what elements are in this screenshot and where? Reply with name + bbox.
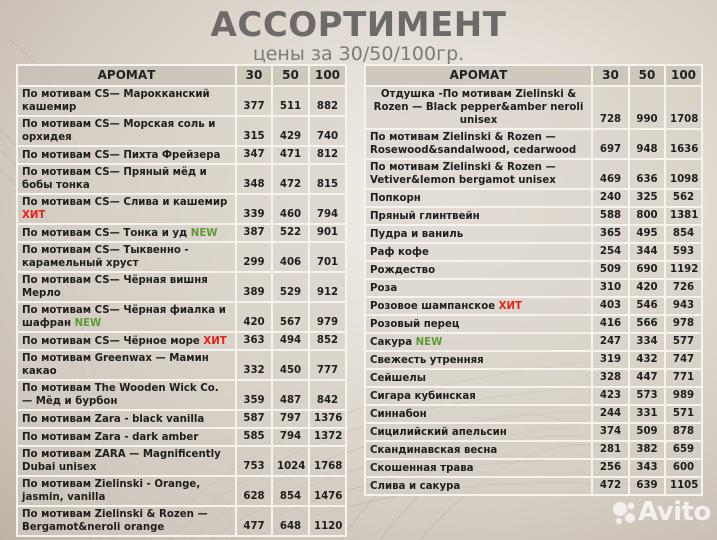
column-header-30: 30	[236, 65, 272, 86]
aroma-name-cell	[365, 129, 592, 159]
aroma-name-cell	[17, 410, 236, 428]
aroma-name: Розовый перец	[370, 318, 460, 330]
price-50-cell: 567	[272, 302, 309, 332]
aroma-name: Сейшелы	[370, 372, 426, 384]
aroma-name-cell	[17, 428, 236, 446]
price-30-cell: 299	[236, 242, 272, 272]
price-30-cell: 319	[592, 351, 629, 369]
table-row	[365, 297, 702, 315]
table-row	[365, 86, 702, 129]
price-100-cell: 794	[309, 194, 346, 224]
aroma-name-cell	[17, 350, 236, 380]
aroma-name: По мотивам Zara - dark amber	[22, 431, 199, 443]
price-100-cell: 1376	[309, 410, 346, 428]
new-badge: NEW	[74, 318, 102, 329]
aroma-name-cell	[365, 261, 592, 279]
aroma-name: Розовое шампанское	[370, 300, 499, 312]
table-row	[365, 441, 702, 459]
table-row	[17, 164, 346, 194]
aroma-name: По мотивам Zielinski & Rozen — Rosewood&sandalwood, cedarwood	[370, 132, 577, 156]
price-50-cell: 343	[629, 459, 665, 477]
new-badge: NEW	[190, 227, 218, 239]
hit-badge: ХИТ	[22, 210, 46, 221]
price-100-cell: 979	[309, 302, 346, 332]
price-50-cell: 566	[629, 315, 665, 333]
aroma-name: Скошенная трава	[370, 462, 474, 474]
price-30-cell: 728	[592, 86, 629, 129]
price-50-cell: 648	[272, 506, 309, 536]
price-100-cell: 1708	[665, 86, 702, 129]
price-50-cell: 522	[272, 224, 309, 242]
column-header-50: 50	[629, 65, 665, 86]
price-100-cell: 659	[665, 441, 702, 459]
aroma-name-cell	[17, 332, 236, 350]
price-100-cell: 943	[665, 297, 702, 315]
aroma-name-cell	[17, 194, 236, 224]
price-100-cell: 815	[309, 164, 346, 194]
table-row	[365, 129, 702, 159]
aroma-name-cell	[17, 506, 236, 536]
price-30-cell: 315	[236, 116, 272, 146]
new-badge: NEW	[415, 336, 443, 348]
aroma-name: По мотивам CS— Тыквенно - карамельный хруст	[22, 245, 189, 269]
price-30-cell: 588	[592, 207, 629, 225]
price-100-cell: 740	[309, 116, 346, 146]
price-100-cell: 854	[665, 225, 702, 243]
price-30-cell: 359	[236, 380, 272, 410]
price-table-right	[364, 64, 703, 496]
price-100-cell: 1372	[309, 428, 346, 446]
price-30-cell: 244	[592, 405, 629, 423]
aroma-name-cell	[17, 164, 236, 194]
price-30-cell: 403	[592, 297, 629, 315]
price-30-cell: 585	[236, 428, 272, 446]
price-50-cell: 331	[629, 405, 665, 423]
table-row	[365, 261, 702, 279]
price-30-cell: 348	[236, 164, 272, 194]
aroma-name-cell	[365, 423, 592, 441]
price-100-cell: 878	[665, 423, 702, 441]
aroma-name-cell	[365, 441, 592, 459]
price-30-cell: 697	[592, 129, 629, 159]
price-50-cell: 800	[629, 207, 665, 225]
table-row	[17, 272, 346, 302]
aroma-name-cell	[365, 243, 592, 261]
aroma-name-cell	[17, 476, 236, 506]
price-100-cell: 842	[309, 380, 346, 410]
aroma-name: По мотивам Greenwax — Мамин какао	[22, 353, 209, 377]
price-100-cell: 852	[309, 332, 346, 350]
price-30-cell: 472	[592, 477, 629, 495]
aroma-name: По мотивам CS— Чёрное море	[22, 335, 204, 347]
price-30-cell: 423	[592, 387, 629, 405]
price-50-cell: 948	[629, 129, 665, 159]
aroma-name: Свежесть утренняя	[370, 354, 484, 366]
aroma-name-cell	[17, 302, 236, 332]
aroma-name-cell	[17, 116, 236, 146]
price-30-cell: 254	[592, 243, 629, 261]
aroma-name: Отдушка -По мотивам Zielinski & Rozen — Black pepper&amber neroli unisex	[373, 89, 584, 126]
price-100-cell: 1768	[309, 446, 346, 476]
aroma-name: Синнабон	[370, 408, 427, 420]
price-table-left	[16, 64, 347, 537]
aroma-name: По мотивам Zara - black vanilla	[22, 413, 205, 425]
price-30-cell: 509	[592, 261, 629, 279]
aroma-name-cell	[365, 225, 592, 243]
avito-watermark: Avito	[638, 497, 711, 527]
aroma-name: По мотивам CS— Пряный мёд и бобы тонка	[22, 167, 207, 191]
price-30-cell: 339	[236, 194, 272, 224]
price-50-cell: 546	[629, 297, 665, 315]
aroma-name: По мотивам CS— Тонка и уд	[22, 227, 191, 239]
price-100-cell: 1105	[665, 477, 702, 495]
table-row	[17, 446, 346, 476]
table-header-row	[17, 65, 346, 86]
table-row	[365, 405, 702, 423]
price-100-cell: 882	[309, 86, 346, 116]
price-50-cell: 494	[272, 332, 309, 350]
aroma-name: По мотивам CS— Морская соль и орхидея	[22, 119, 216, 143]
price-30-cell: 416	[592, 315, 629, 333]
aroma-name: Пряный глинтвейн	[370, 210, 480, 222]
aroma-name: По мотивам CS— Чёрная вишня Мерло	[22, 275, 208, 299]
aroma-name: По мотивам Zielinski & Rozen — Vetiver&lemon bergamot unisex	[370, 162, 556, 186]
price-30-cell: 469	[592, 159, 629, 189]
aroma-name-cell	[365, 315, 592, 333]
price-30-cell: 247	[592, 333, 629, 351]
aroma-name: Раф кофе	[370, 246, 429, 258]
price-30-cell: 377	[236, 86, 272, 116]
aroma-name: По мотивам CS— Слива и кашемир	[22, 197, 228, 208]
price-30-cell: 328	[592, 369, 629, 387]
table-row	[17, 116, 346, 146]
price-50-cell: 406	[272, 242, 309, 272]
price-50-cell: 529	[272, 272, 309, 302]
price-100-cell: 978	[665, 315, 702, 333]
table-row	[365, 159, 702, 189]
price-30-cell: 387	[236, 224, 272, 242]
column-header-50: 50	[272, 65, 309, 86]
price-50-cell: 797	[272, 410, 309, 428]
price-50-cell: 511	[272, 86, 309, 116]
aroma-name: По мотивам CS— Чёрная фиалка и шафран	[22, 305, 226, 329]
price-30-cell: 389	[236, 272, 272, 302]
aroma-name: По мотивам Zielinski - Orange, jasmin, vanilla	[22, 479, 201, 503]
price-30-cell: 347	[236, 146, 272, 164]
price-100-cell: 747	[665, 351, 702, 369]
aroma-name-cell	[365, 207, 592, 225]
price-50-cell: 487	[272, 380, 309, 410]
aroma-name: Пудра и ваниль	[370, 228, 464, 240]
price-100-cell: 771	[665, 369, 702, 387]
price-50-cell: 854	[272, 476, 309, 506]
price-100-cell: 912	[309, 272, 346, 302]
price-100-cell: 901	[309, 224, 346, 242]
table-row	[365, 189, 702, 207]
price-30-cell: 365	[592, 225, 629, 243]
price-100-cell: 1381	[665, 207, 702, 225]
aroma-name: По мотивам Zielinski & Rozen — Bergamot&neroli orange	[22, 509, 208, 533]
price-50-cell: 334	[629, 333, 665, 351]
price-30-cell: 628	[236, 476, 272, 506]
price-100-cell: 812	[309, 146, 346, 164]
table-row	[365, 315, 702, 333]
aroma-name-cell	[17, 380, 236, 410]
hit-badge: ХИТ	[498, 300, 523, 312]
table-row	[17, 332, 346, 350]
table-row	[365, 225, 702, 243]
price-50-cell: 382	[629, 441, 665, 459]
price-30-cell: 310	[592, 279, 629, 297]
hit-badge: ХИТ	[203, 335, 227, 347]
table-row	[365, 351, 702, 369]
aroma-name-cell	[17, 146, 236, 164]
table-row	[365, 207, 702, 225]
price-50-cell: 1024	[272, 446, 309, 476]
table-row	[17, 86, 346, 116]
price-50-cell: 573	[629, 387, 665, 405]
table-row	[365, 279, 702, 297]
avito-logo-icon	[612, 500, 636, 526]
column-header-100: 100	[309, 65, 346, 86]
price-30-cell: 363	[236, 332, 272, 350]
column-header-aroma: АРОМАТ	[17, 65, 236, 86]
aroma-name: Скандинавская весна	[370, 444, 498, 456]
price-30-cell: 587	[236, 410, 272, 428]
aroma-name-cell	[365, 297, 592, 315]
table-row	[17, 506, 346, 536]
aroma-name-cell	[365, 405, 592, 423]
price-100-cell: 989	[665, 387, 702, 405]
table-row	[17, 350, 346, 380]
price-30-cell: 477	[236, 506, 272, 536]
price-50-cell: 636	[629, 159, 665, 189]
price-100-cell: 571	[665, 405, 702, 423]
price-50-cell: 420	[629, 279, 665, 297]
price-50-cell: 429	[272, 116, 309, 146]
column-header-aroma: АРОМАТ	[365, 65, 592, 86]
price-30-cell: 374	[592, 423, 629, 441]
aroma-name-cell	[365, 369, 592, 387]
price-50-cell: 472	[272, 164, 309, 194]
aroma-name: По мотивам CS— Пихта Фрейзера	[22, 149, 221, 161]
price-30-cell: 420	[236, 302, 272, 332]
table-header-row	[365, 65, 702, 86]
price-30-cell: 281	[592, 441, 629, 459]
price-30-cell: 753	[236, 446, 272, 476]
price-100-cell: 562	[665, 189, 702, 207]
column-header-100: 100	[665, 65, 702, 86]
price-50-cell: 344	[629, 243, 665, 261]
aroma-name-cell	[17, 272, 236, 302]
table-row	[17, 224, 346, 242]
table-row	[17, 242, 346, 272]
table-row	[365, 423, 702, 441]
price-50-cell: 471	[272, 146, 309, 164]
price-30-cell: 332	[236, 350, 272, 380]
price-50-cell: 432	[629, 351, 665, 369]
price-50-cell: 447	[629, 369, 665, 387]
price-30-cell: 240	[592, 189, 629, 207]
price-100-cell: 1192	[665, 261, 702, 279]
aroma-name: Сицилийский апельсин	[370, 426, 507, 438]
page-subtitle: цены за 30/50/100гр.	[252, 43, 465, 65]
table-row	[365, 477, 702, 495]
aroma-name: Сигара кубинская	[370, 390, 476, 402]
price-30-cell: 256	[592, 459, 629, 477]
aroma-name-cell	[17, 224, 236, 242]
aroma-name-cell	[365, 333, 592, 351]
price-100-cell: 701	[309, 242, 346, 272]
aroma-name: По мотивам CS— Марокканский кашемир	[22, 89, 210, 113]
aroma-name: Сакура	[370, 336, 416, 348]
page-title: АССОРТИМЕНТ	[210, 5, 507, 45]
table-row	[365, 369, 702, 387]
aroma-name: По мотивам ZARA — Magnificently Dubai unisex	[22, 449, 221, 473]
table-row	[17, 410, 346, 428]
table-row	[365, 459, 702, 477]
table-row	[17, 146, 346, 164]
price-50-cell: 495	[629, 225, 665, 243]
price-50-cell: 690	[629, 261, 665, 279]
price-50-cell: 460	[272, 194, 309, 224]
aroma-name-cell	[365, 477, 592, 495]
price-50-cell: 990	[629, 86, 665, 129]
price-50-cell: 639	[629, 477, 665, 495]
aroma-name-cell	[365, 459, 592, 477]
table-row	[17, 428, 346, 446]
aroma-name-cell	[365, 351, 592, 369]
price-100-cell: 577	[665, 333, 702, 351]
price-100-cell: 1098	[665, 159, 702, 189]
column-header-30: 30	[592, 65, 629, 86]
price-50-cell: 509	[629, 423, 665, 441]
price-100-cell: 777	[309, 350, 346, 380]
aroma-name-cell	[365, 86, 592, 129]
price-50-cell: 794	[272, 428, 309, 446]
price-100-cell: 726	[665, 279, 702, 297]
price-50-cell: 325	[629, 189, 665, 207]
table-row	[17, 302, 346, 332]
price-100-cell: 600	[665, 459, 702, 477]
price-50-cell: 450	[272, 350, 309, 380]
table-row	[17, 380, 346, 410]
aroma-name: Слива и сакура	[370, 480, 461, 492]
table-row	[365, 243, 702, 261]
table-row	[17, 476, 346, 506]
table-row	[17, 194, 346, 224]
aroma-name-cell	[365, 387, 592, 405]
price-100-cell: 1476	[309, 476, 346, 506]
table-row	[365, 387, 702, 405]
aroma-name: Попкорн	[370, 192, 421, 204]
aroma-name: Роза	[370, 282, 398, 294]
aroma-name-cell	[365, 189, 592, 207]
price-100-cell: 1636	[665, 129, 702, 159]
aroma-name-cell	[365, 159, 592, 189]
aroma-name-cell	[17, 86, 236, 116]
aroma-name: По мотивам The Wooden Wick Co. — Мёд и бурбон	[22, 383, 219, 407]
aroma-name-cell	[17, 446, 236, 476]
aroma-name: Рождество	[370, 264, 436, 276]
price-100-cell: 593	[665, 243, 702, 261]
aroma-name-cell	[365, 279, 592, 297]
aroma-name-cell	[17, 242, 236, 272]
price-100-cell: 1120	[309, 506, 346, 536]
table-row	[365, 333, 702, 351]
